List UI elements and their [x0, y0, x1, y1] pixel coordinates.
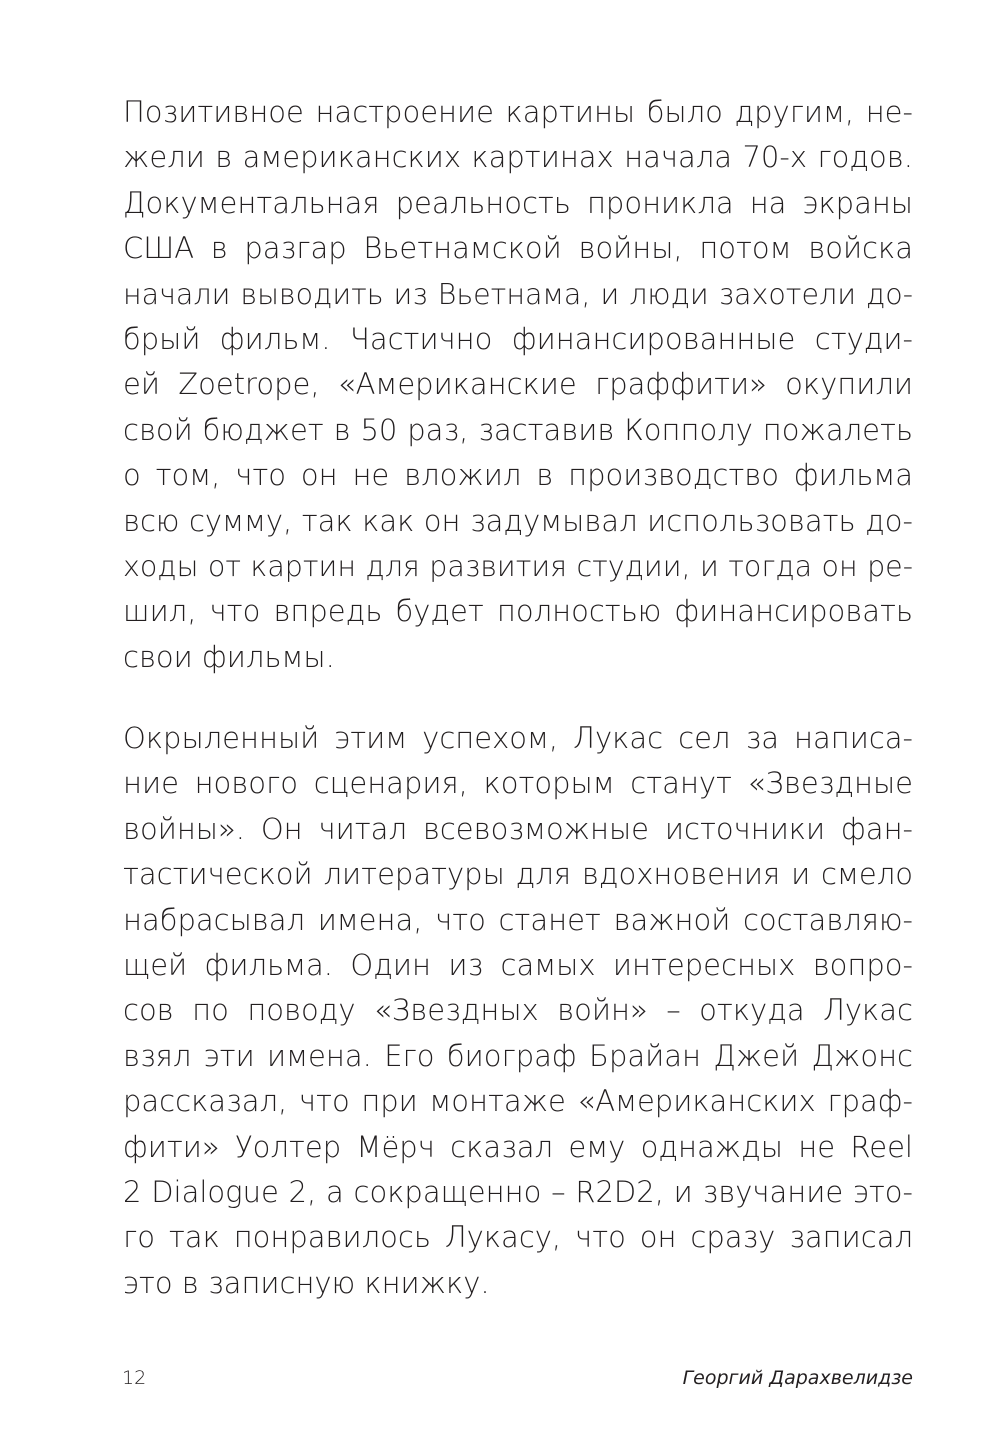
- text-line: жели в американских картинах начала 70-х годов.: [123, 140, 913, 175]
- text-line: набрасывал имена, что станет важной составляю-: [123, 902, 913, 937]
- paragraph-2: [123, 716, 913, 1306]
- text-line: свои фильмы.: [123, 639, 335, 674]
- page-number: 12: [122, 1367, 147, 1389]
- text-line: щей фильма. Один из самых интересных вопро-: [123, 947, 913, 982]
- text-line: взял эти имена. Его биограф Брайан Джей Джонс: [123, 1038, 913, 1073]
- text-line: го так понравилось Лукасу, что он сразу записал: [123, 1220, 913, 1255]
- text-line: свой бюджет в 50 раз, заставив Копполу пожалеть: [123, 412, 913, 447]
- text-line: фити» Уолтер Мёрч сказал ему однажды не Reel: [123, 1129, 913, 1164]
- text-line: о том, что он не вложил в производство фильма: [123, 458, 913, 493]
- text-line: Позитивное настроение картины было другим, не-: [123, 95, 913, 129]
- text-line: ние нового сценария, которым станут «Звездные: [123, 766, 913, 801]
- text-line: это в записную книжку.: [123, 1265, 490, 1300]
- text-line: рассказал, что при монтаже «Американских граф-: [123, 1084, 913, 1119]
- text-line: шил, что впредь будет полностью финансировать: [123, 594, 913, 629]
- text-line: ходы от картин для развития студии, и тогда он ре-: [123, 549, 913, 583]
- running-footer-author: Георгий Дарахвелидзе: [682, 1367, 913, 1389]
- text-line: всю сумму, так как он задумывал использовать до-: [123, 503, 913, 538]
- text-line: тастической литературы для вдохновения и смело: [123, 857, 913, 892]
- text-line: 2 Dialogue 2, а сокращенно – R2D2, и звучание это-: [123, 1174, 913, 1209]
- text-line: Документальная реальность проникла на экраны: [123, 185, 913, 220]
- text-line: начали выводить из Вьетнама, и люди захотели до-: [123, 277, 913, 311]
- text-line: США в разгар Вьетнамской войны, потом войска: [123, 231, 913, 266]
- text-line: ей Zoetrope, «Американские граффити» окупили: [123, 367, 913, 402]
- text-line: брый фильм. Частично финансированные студи-: [123, 321, 913, 356]
- text-line: Окрыленный этим успехом, Лукас сел за написа-: [123, 721, 913, 755]
- text-line: сов по поводу «Звездных войн» – откуда Лукас: [123, 993, 913, 1028]
- text-line: войны». Он читал всевозможные источники фан-: [123, 811, 913, 846]
- paragraph-1: [123, 90, 913, 680]
